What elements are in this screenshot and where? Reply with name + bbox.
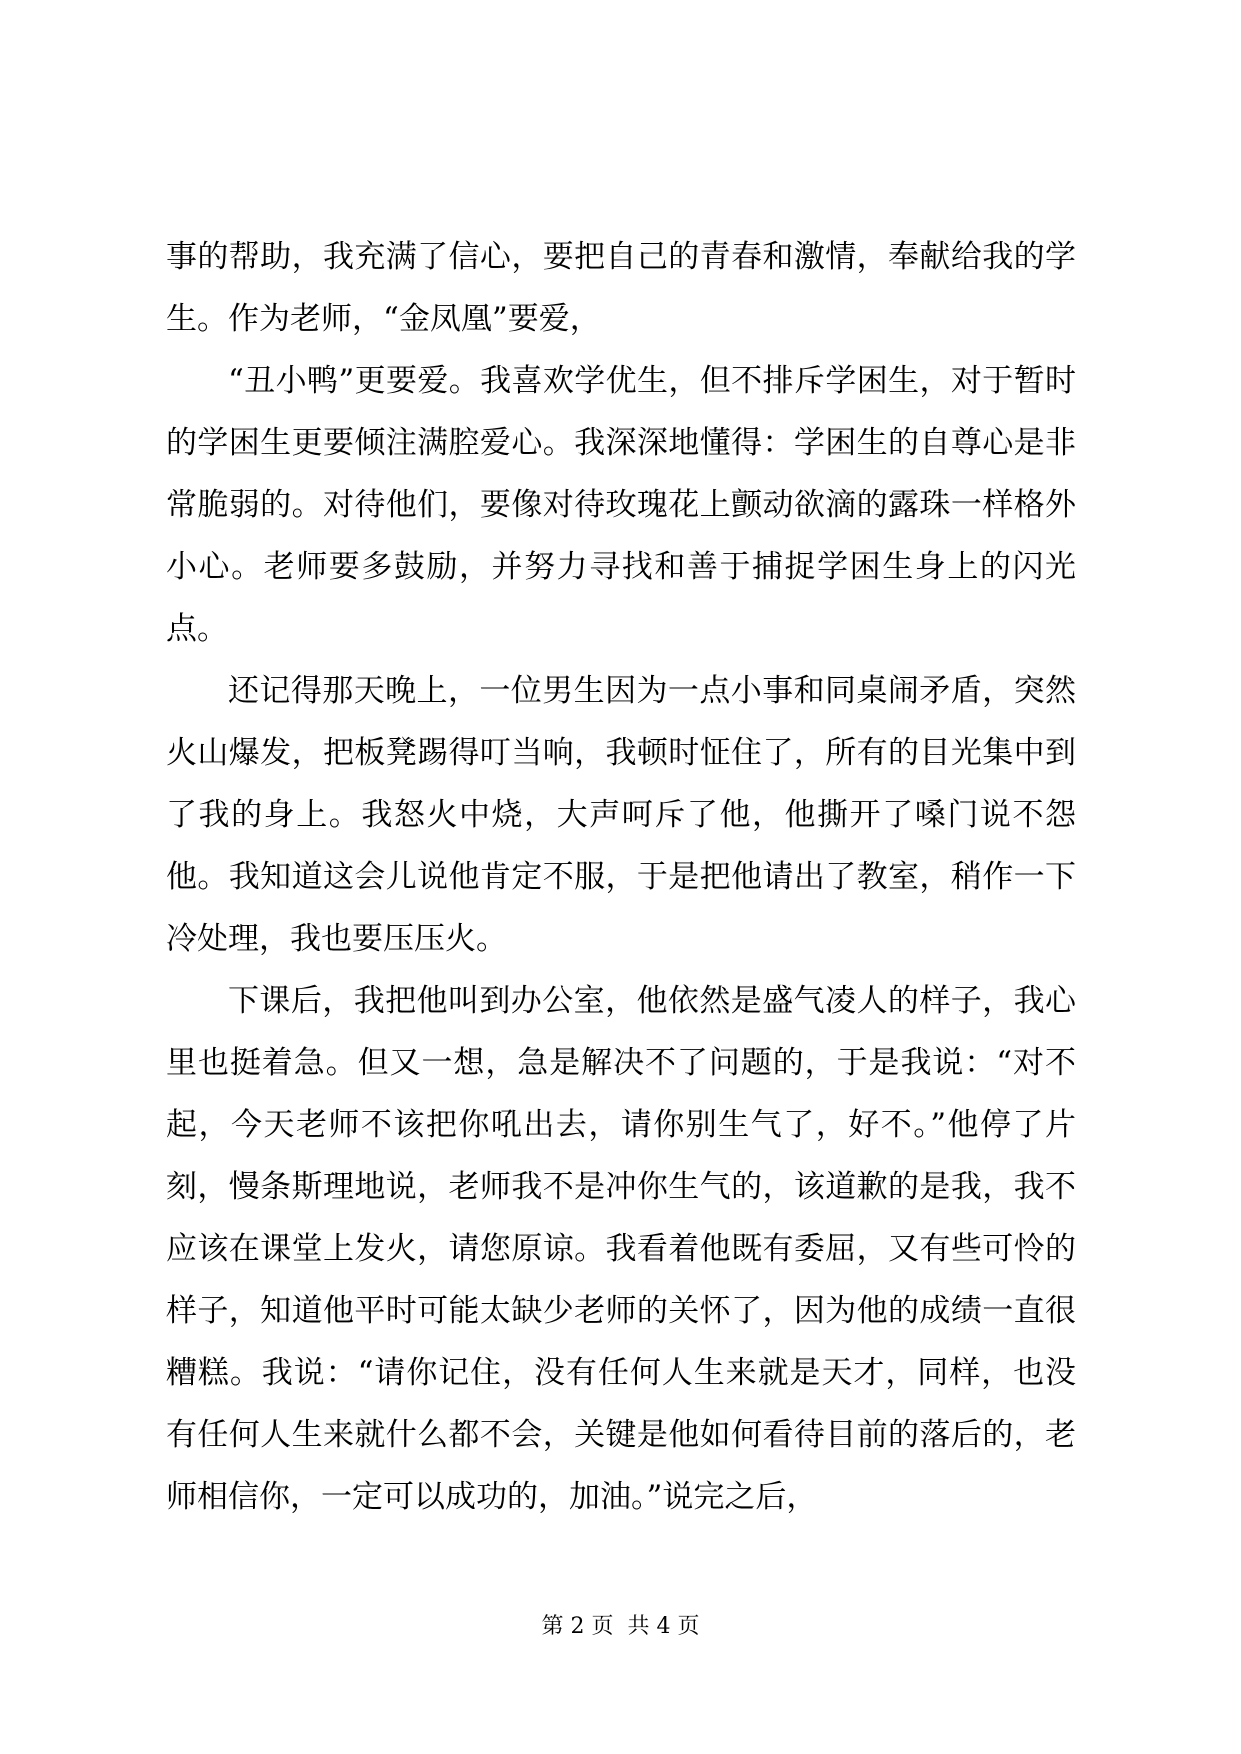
text-line: 绩一直很糟糕。我说：“请你记住，没有任何人生来就是天才，	[166, 1293, 1077, 1391]
text-line: 的落后的，老师相信你，一定可以成功的，加油。”说完之后，	[166, 1417, 1077, 1515]
text-line: 事的帮助，我充满了信心，要把自己的青春和激情，奉献给我的	[166, 239, 1045, 275]
text-line: 同样，也没有任何人生来就什么都不会，关键是他如何看待目前	[166, 1355, 1076, 1453]
text-line: 学生。作为老师，“金凤凰”要爱，	[166, 239, 1076, 337]
paragraph	[166, 350, 1076, 660]
text-line: “丑小鸭”更要爱。我喜欢学优生，但不排斥学困生，对于	[228, 363, 1014, 399]
text-line: 中到了我的身上。我怒火中烧，大声呵斥了他，他撕开了嗓门说	[166, 735, 1077, 833]
paragraph	[166, 660, 1076, 970]
text-line: 不起，今天老师不该把你吼出去，请你别生气了，好不。”他停	[166, 1045, 1076, 1143]
paragraph	[166, 226, 1076, 350]
text-line: 不怨他。我知道这会儿说他肯定不服，于是把他请出了教室，稍	[166, 797, 1077, 895]
text-line: 然火山爆发，把板凳踢得叮当响，我顿时怔住了，所有的目光集	[166, 673, 1076, 771]
text-line: 心是非常脆弱的。对待他们，要像对待玫瑰花上颤动欲滴的露珠	[166, 425, 1077, 523]
body-text	[166, 226, 1076, 1528]
text-line: 下课后，我把他叫到办公室，他依然是盛气凌人的样子，我	[228, 983, 1045, 1019]
paragraph	[166, 970, 1076, 1528]
text-line: 一样格外小心。老师要多鼓励，并努力寻找和善于捕捉学困生身	[166, 487, 1077, 585]
text-line: 心里也挺着急。但又一想，急是解决不了问题的，于是我说：“对	[166, 983, 1076, 1081]
text-line: 我不应该在课堂上发火，请您原谅。我看着他既有委屈，又有些	[166, 1169, 1077, 1267]
text-line: 暂时的学困生更要倾注满腔爱心。我深深地懂得：学困生的自尊	[166, 363, 1076, 461]
text-line: 作一下冷处理，我也要压压火。	[166, 859, 1077, 957]
text-line: 了片刻，慢条斯理地说，老师我不是冲你生气的，该道歉的是我，	[166, 1107, 1076, 1205]
text-line: 上的闪光点。	[166, 549, 1077, 647]
text-line: 还记得那天晚上，一位男生因为一点小事和同桌闹矛盾，突	[228, 673, 1045, 709]
text-line: 可怜的样子，知道他平时可能太缺少老师的关怀了，因为他的成	[166, 1231, 1077, 1329]
page-footer: 第 2 页 共 4 页	[541, 1614, 700, 1639]
